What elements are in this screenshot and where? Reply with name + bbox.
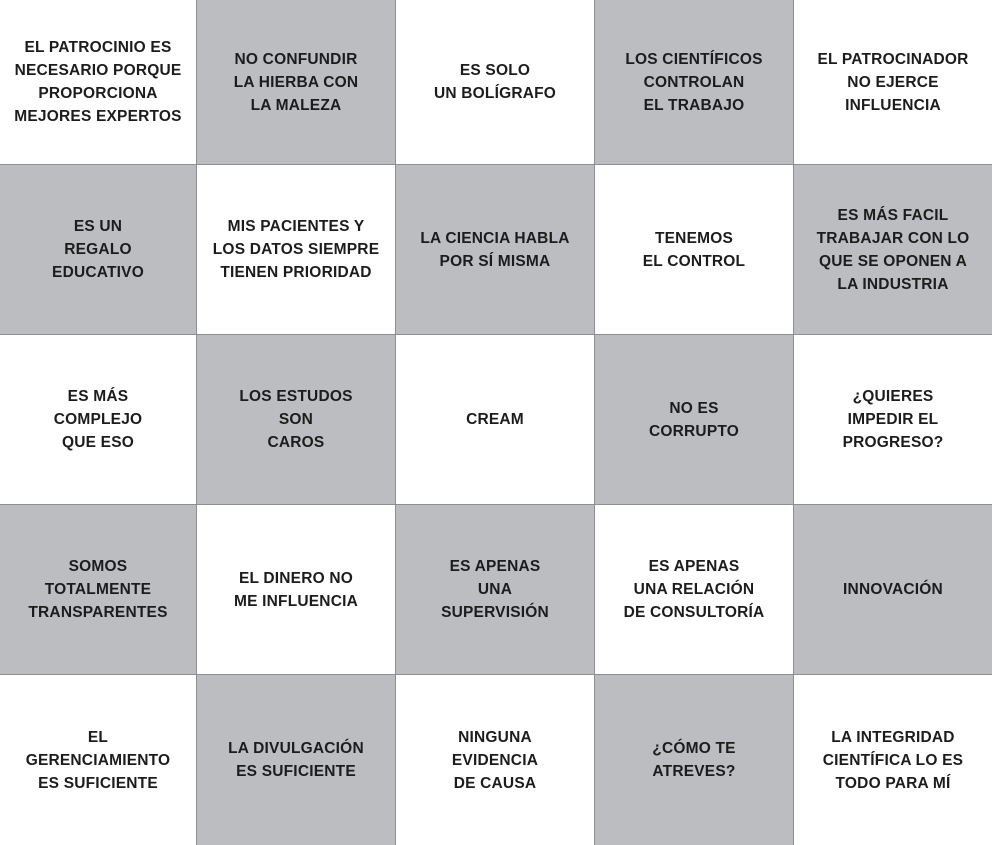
bingo-cell [595,505,794,675]
cell-label: MIS PACIENTES Y LOS DATOS SIEMPRE TIENEN PRIORIDAD [212,218,380,281]
bingo-cell [0,675,197,845]
cell-label: INNOVACIÓN [843,581,943,598]
cell-label: TENEMOS EL CONTROL [642,229,746,270]
bingo-cell [794,0,992,165]
cell-label: NINGUNA EVIDENCIA DE CAUSA [451,728,539,792]
bingo-cell [595,675,794,845]
cell-label: ¿QUIERES IMPEDIR EL PROGRESO? [842,388,944,451]
bingo-cell [595,165,794,335]
bingo-cell [396,675,595,845]
bingo-cell [0,165,197,335]
cell-label: ES APENAS UNA SUPERVISIÓN [441,558,549,621]
cell-label: CREAM [466,411,524,428]
cell-label: EL DINERO NO ME INFLUENCIA [233,569,358,610]
bingo-cell [396,505,595,675]
bingo-cell [794,165,992,335]
cell-label: EL GERENCIAMIENTO ES SUFICIENTE [25,728,171,792]
bingo-cell [396,0,595,165]
cell-label: LA DIVULGACIÓN ES SUFICIENTE [228,740,364,780]
bingo-cell [197,0,396,165]
bingo-cell [197,675,396,845]
cell-label: LOS CIENTÍFICOS CONTROLAN EL TRABAJO [625,50,763,114]
cell-label: SOMOS TOTALMENTE TRANSPARENTES [28,558,168,621]
cell-label: NO ES CORRUPTO [648,399,739,440]
cell-label: EL PATROCINADOR NO EJERCE INFLUENCIA [817,50,969,114]
bingo-cell [0,505,197,675]
bingo-cell [0,335,197,505]
cell-label: ES SOLO UN BOLÍGRAFO [433,62,557,102]
bingo-cell [0,0,197,165]
bingo-cell [197,505,396,675]
cell-label: ES UN REGALO EDUCATIVO [52,218,144,281]
cell-label: ES APENAS UNA RELACIÓN DE CONSULTORÍA [623,558,765,621]
cell-label: LA CIENCIA HABLA POR SÍ MISMA [420,229,570,270]
bingo-cell [396,165,595,335]
bingo-cell-center [396,335,595,505]
cell-label: ¿CÓMO TE ATREVES? [652,740,736,780]
cell-label: ES MÁS FACIL TRABAJAR CON LO QUE SE OPONEN A LA INDUSTRIA [816,206,970,293]
bingo-cell [197,335,396,505]
cell-label: LA INTEGRIDAD CIENTÍFICA LO ES TODO PARA MÍ [822,728,964,792]
bingo-cell [794,505,992,675]
bingo-cell [197,165,396,335]
bingo-cell [595,335,794,505]
cell-label: ES MÁS COMPLEJO QUE ESO [53,388,143,451]
bingo-cell [595,0,794,165]
bingo-cell [794,675,992,845]
bingo-cell [794,335,992,505]
cell-label: EL PATROCINIO ES NECESARIO PORQUE PROPORCIONA MEJORES EXPERTOS [14,39,182,125]
cell-label: LOS ESTUDOS SON CAROS [239,388,353,451]
cell-label: NO CONFUNDIR LA HIERBA CON LA MALEZA [233,50,359,114]
